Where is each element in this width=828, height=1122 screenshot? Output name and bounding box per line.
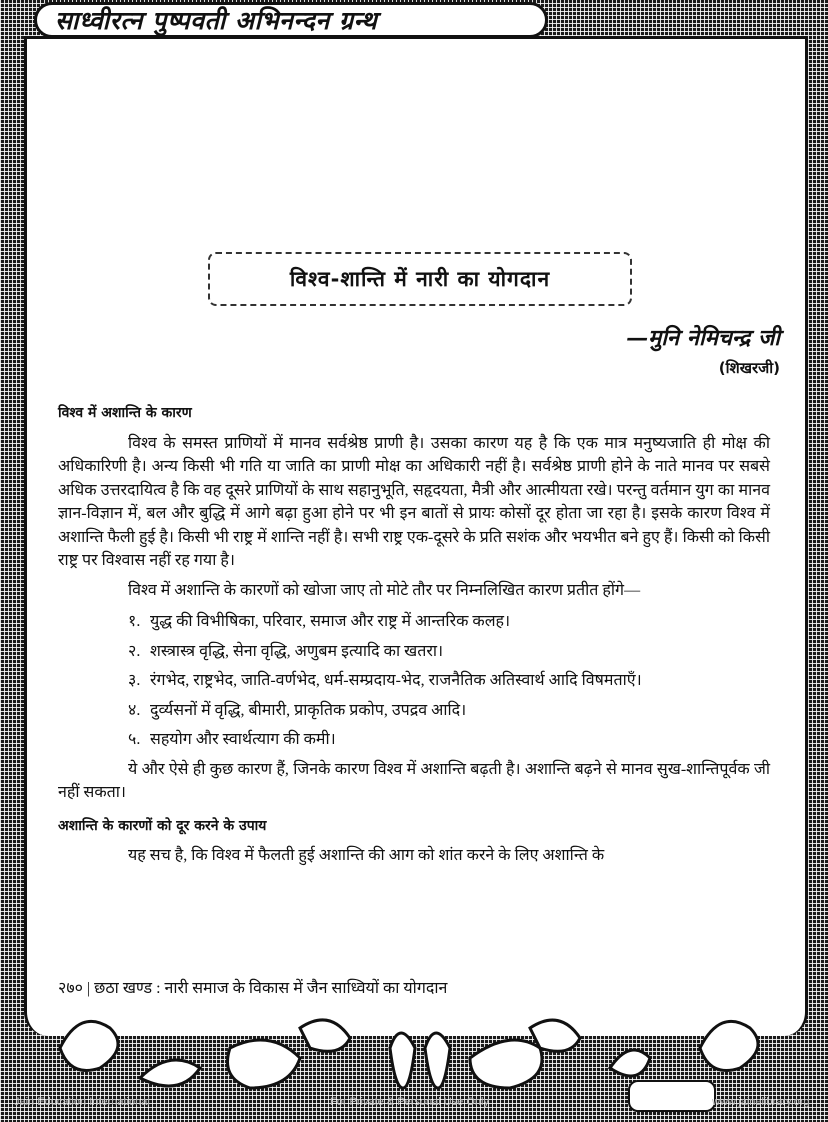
- causes-list: [58, 610, 770, 752]
- article-author: —मुनि नेमिचन्द्र जी: [626, 325, 780, 351]
- paragraph: ये और ऐसे ही कुछ कारण हैं, जिनके कारण विश्व में अशान्ति बढ़ती है। अशान्ति बढ़ने से मानव सुख-शान्तिपूर्वक जी नहीं सकता।: [58, 760, 770, 801]
- book-title: साध्वीरत्न पुष्पवती अभिनन्दन ग्रन्थ: [55, 6, 378, 35]
- list-number: ४.: [128, 701, 141, 719]
- list-text: शस्त्रास्त्र वृद्धि, सेना वृद्धि, अणुबम इत्यादि का खतरा।: [150, 642, 444, 660]
- article-body: [58, 402, 770, 868]
- section-heading: अशान्ति के कारणों को दूर करने के उपाय: [58, 817, 267, 834]
- article-title: विश्व-शान्ति में नारी का योगदान: [289, 267, 551, 291]
- list-text: युद्ध की विभीषिका, परिवार, समाज और राष्ट्र में आन्तरिक कलह।: [150, 613, 511, 630]
- list-number: १.: [128, 613, 141, 630]
- author-place: (शिखरजी): [718, 359, 780, 377]
- watermark-left: Jain Education International: [14, 1096, 150, 1108]
- list-item: [128, 669, 770, 693]
- page-corner-label-box: [628, 1080, 716, 1112]
- paragraph: विश्व में अशान्ति के कारणों को खोजा जाए तो मोटे तौर पर निम्नलिखित कारण प्रतीत होंगे—: [128, 581, 641, 599]
- list-item: [128, 728, 770, 752]
- list-number: ५.: [128, 731, 141, 748]
- list-item: [128, 610, 770, 634]
- list-item: [128, 640, 770, 664]
- paragraph: यह सच है, कि विश्व में फैलती हुई अशान्ति की आग को शांत करने के लिए अशान्ति के: [128, 847, 605, 864]
- list-number: २.: [128, 642, 141, 660]
- paragraph: विश्व के समस्त प्राणियों में मानव सर्वश्रेष्ठ प्राणी है। उसका कारण यह है कि एक मात्र मनुष्यजाति ही मोक्ष की अधिकारिणी है। अन्य किसी भी गति या जाति का प्राणी मोक्ष का अधिकारी नहीं है। सर्वश्रेष्ठ प्राणी होने के नाते मानव पर सबसे अधिक उत्तरदायित्व है कि वह दूसरे प्राणियों के साथ सहानुभूति, सहृदयता, मैत्री और आत्मीयता रखे। परन्तु वर्तमान युग का मानव ज्ञान-विज्ञान में, बल और बुद्धि में आगे बढ़ा हुआ होने पर भी इन बातों से प्रायः कोसों दूर होता जा रहा है। इसके कारण विश्व में अशान्ति फैली हुई है। किसी भी राष्ट्र में शान्ति नहीं है। सभी राष्ट्र एक-दूसरे के प्रति सशंक और भयभीत बने हुए हैं। किसी को किसी राष्ट्र पर विश्वास नहीं रह गया है।: [58, 434, 770, 569]
- watermark-right[interactable]: www.jainelibrary.org: [712, 1096, 810, 1108]
- list-text: रंगभेद, राष्ट्रभेद, जाति-वर्णभेद, धर्म-सम्प्रदाय-भेद, राजनैतिक अतिस्वार्थ आदि विषमताएँ।: [150, 672, 642, 689]
- section-heading: विश्व में अशान्ति के कारण: [58, 405, 192, 421]
- list-number: ३.: [128, 672, 141, 689]
- article-title-box: [208, 252, 632, 306]
- list-text: सहयोग और स्वार्थत्याग की कमी।: [150, 731, 336, 748]
- page-footer: २७० | छठा खण्ड : नारी समाज के विकास में जैन साध्वियों का योगदान: [58, 980, 448, 997]
- book-title-banner: [34, 2, 548, 38]
- watermark-center: For Private & Personal Use Only: [330, 1096, 489, 1108]
- list-item: [128, 699, 770, 723]
- list-text: दुर्व्यसनों में वृद्धि, बीमारी, प्राकृतिक प्रकोप, उपद्रव आदि।: [150, 701, 467, 719]
